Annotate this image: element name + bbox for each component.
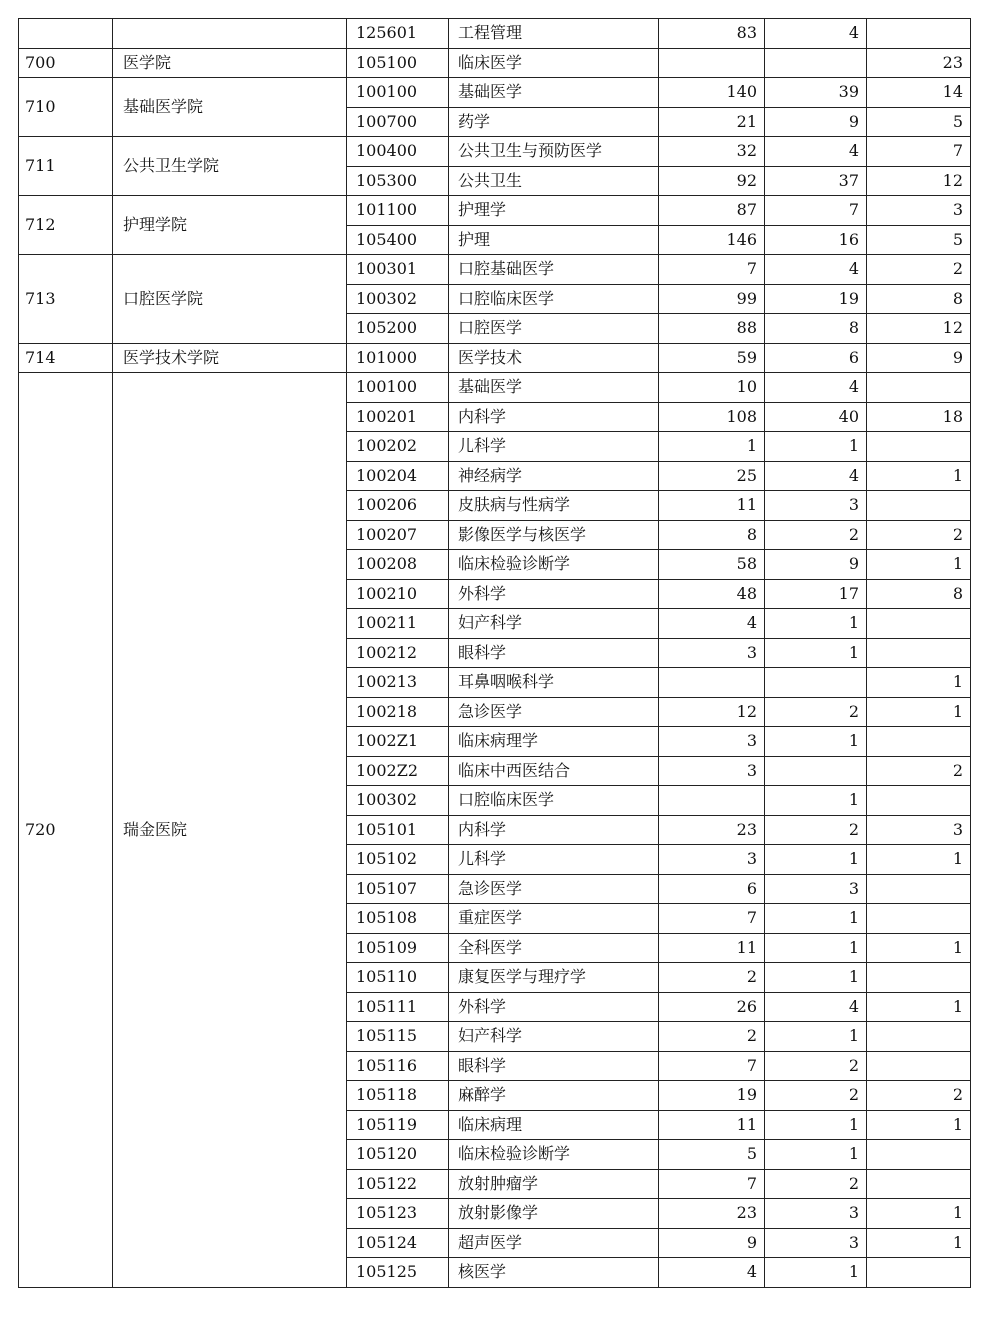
dept-code-cell: 720: [19, 373, 113, 1288]
dept-code-cell: [19, 19, 113, 49]
count-a-cell: 7: [659, 1169, 765, 1199]
major-code-cell: 100700: [347, 107, 449, 137]
major-code-cell: 105107: [347, 874, 449, 904]
major-name-cell: 急诊医学: [449, 874, 659, 904]
count-c-cell: [867, 786, 971, 816]
dept-code-cell: 710: [19, 78, 113, 137]
major-name-cell: 儿科学: [449, 432, 659, 462]
major-name-cell: 公共卫生与预防医学: [449, 137, 659, 167]
major-name-cell: 药学: [449, 107, 659, 137]
major-code-cell: 100302: [347, 786, 449, 816]
major-code-cell: 105108: [347, 904, 449, 934]
count-a-cell: 9: [659, 1228, 765, 1258]
count-b-cell: 4: [765, 137, 867, 167]
count-c-cell: 1: [867, 1110, 971, 1140]
dept-code-cell: 712: [19, 196, 113, 255]
count-b-cell: 16: [765, 225, 867, 255]
count-c-cell: 12: [867, 314, 971, 344]
count-a-cell: 7: [659, 255, 765, 285]
count-b-cell: 7: [765, 196, 867, 226]
count-c-cell: 1: [867, 933, 971, 963]
dept-code-cell: 711: [19, 137, 113, 196]
count-b-cell: 39: [765, 78, 867, 108]
count-b-cell: 19: [765, 284, 867, 314]
count-a-cell: 1: [659, 432, 765, 462]
count-b-cell: 1: [765, 1022, 867, 1052]
count-b-cell: 1: [765, 786, 867, 816]
count-c-cell: 5: [867, 225, 971, 255]
major-code-cell: 101000: [347, 343, 449, 373]
major-name-cell: 护理学: [449, 196, 659, 226]
major-code-cell: 105110: [347, 963, 449, 993]
count-b-cell: 1: [765, 1258, 867, 1288]
major-name-cell: 内科学: [449, 815, 659, 845]
count-c-cell: 8: [867, 579, 971, 609]
count-b-cell: 2: [765, 1081, 867, 1111]
major-name-cell: 麻醉学: [449, 1081, 659, 1111]
major-name-cell: 超声医学: [449, 1228, 659, 1258]
dept-name-cell: 医学院: [113, 48, 347, 78]
major-code-cell: 105123: [347, 1199, 449, 1229]
count-b-cell: 4: [765, 255, 867, 285]
count-c-cell: 1: [867, 461, 971, 491]
count-b-cell: 9: [765, 550, 867, 580]
count-b-cell: 2: [765, 1169, 867, 1199]
major-code-cell: 105200: [347, 314, 449, 344]
count-c-cell: 3: [867, 196, 971, 226]
dept-name-cell: 瑞金医院: [113, 373, 347, 1288]
count-a-cell: 140: [659, 78, 765, 108]
count-a-cell: 87: [659, 196, 765, 226]
major-name-cell: 外科学: [449, 992, 659, 1022]
major-code-cell: 100207: [347, 520, 449, 550]
count-b-cell: 1: [765, 845, 867, 875]
count-a-cell: 8: [659, 520, 765, 550]
major-code-cell: 100201: [347, 402, 449, 432]
count-a-cell: 3: [659, 638, 765, 668]
table-row: [19, 78, 971, 108]
major-name-cell: 康复医学与理疗学: [449, 963, 659, 993]
dept-code-cell: 713: [19, 255, 113, 344]
count-a-cell: 23: [659, 1199, 765, 1229]
count-a-cell: 21: [659, 107, 765, 137]
count-a-cell: 23: [659, 815, 765, 845]
count-c-cell: [867, 727, 971, 757]
major-name-cell: 内科学: [449, 402, 659, 432]
count-b-cell: 4: [765, 461, 867, 491]
count-c-cell: 1: [867, 550, 971, 580]
major-code-cell: 100213: [347, 668, 449, 698]
count-a-cell: 3: [659, 756, 765, 786]
major-name-cell: 放射肿瘤学: [449, 1169, 659, 1199]
count-a-cell: 7: [659, 1051, 765, 1081]
major-name-cell: 临床病理: [449, 1110, 659, 1140]
major-code-cell: 105100: [347, 48, 449, 78]
major-name-cell: 儿科学: [449, 845, 659, 875]
count-b-cell: 3: [765, 1199, 867, 1229]
count-b-cell: [765, 48, 867, 78]
major-name-cell: 口腔临床医学: [449, 786, 659, 816]
major-name-cell: 皮肤病与性病学: [449, 491, 659, 521]
major-name-cell: 急诊医学: [449, 697, 659, 727]
major-code-cell: 100211: [347, 609, 449, 639]
count-a-cell: 2: [659, 1022, 765, 1052]
count-c-cell: [867, 963, 971, 993]
count-b-cell: [765, 668, 867, 698]
admissions-table: [18, 18, 971, 1288]
major-name-cell: 口腔基础医学: [449, 255, 659, 285]
count-a-cell: 3: [659, 727, 765, 757]
major-name-cell: 耳鼻咽喉科学: [449, 668, 659, 698]
count-a-cell: 32: [659, 137, 765, 167]
major-code-cell: 105101: [347, 815, 449, 845]
count-b-cell: [765, 756, 867, 786]
major-code-cell: 105300: [347, 166, 449, 196]
count-a-cell: 92: [659, 166, 765, 196]
count-b-cell: 1: [765, 727, 867, 757]
count-a-cell: [659, 786, 765, 816]
count-c-cell: [867, 1022, 971, 1052]
major-name-cell: 基础医学: [449, 373, 659, 403]
table-row: [19, 343, 971, 373]
count-c-cell: 23: [867, 48, 971, 78]
major-name-cell: 工程管理: [449, 19, 659, 49]
major-code-cell: 100206: [347, 491, 449, 521]
table-body: [19, 19, 971, 1288]
count-c-cell: 12: [867, 166, 971, 196]
major-name-cell: 临床病理学: [449, 727, 659, 757]
count-b-cell: 1: [765, 1140, 867, 1170]
major-code-cell: 105118: [347, 1081, 449, 1111]
major-code-cell: 1002Z2: [347, 756, 449, 786]
major-code-cell: 100218: [347, 697, 449, 727]
count-a-cell: 88: [659, 314, 765, 344]
count-b-cell: 8: [765, 314, 867, 344]
dept-name-cell: 基础医学院: [113, 78, 347, 137]
major-name-cell: 护理: [449, 225, 659, 255]
count-b-cell: 4: [765, 992, 867, 1022]
count-b-cell: 2: [765, 520, 867, 550]
major-name-cell: 临床中西医结合: [449, 756, 659, 786]
major-name-cell: 妇产科学: [449, 609, 659, 639]
major-code-cell: 105115: [347, 1022, 449, 1052]
table-row: [19, 48, 971, 78]
count-a-cell: 146: [659, 225, 765, 255]
count-a-cell: [659, 668, 765, 698]
count-c-cell: 7: [867, 137, 971, 167]
count-a-cell: 11: [659, 933, 765, 963]
major-code-cell: 105109: [347, 933, 449, 963]
major-name-cell: 医学技术: [449, 343, 659, 373]
count-a-cell: 58: [659, 550, 765, 580]
major-name-cell: 核医学: [449, 1258, 659, 1288]
count-c-cell: [867, 491, 971, 521]
major-name-cell: 公共卫生: [449, 166, 659, 196]
major-name-cell: 眼科学: [449, 638, 659, 668]
dept-name-cell: [113, 19, 347, 49]
count-c-cell: 1: [867, 992, 971, 1022]
count-b-cell: 4: [765, 19, 867, 49]
count-a-cell: 83: [659, 19, 765, 49]
count-c-cell: [867, 373, 971, 403]
count-b-cell: 37: [765, 166, 867, 196]
major-name-cell: 重症医学: [449, 904, 659, 934]
dept-code-cell: 700: [19, 48, 113, 78]
major-code-cell: 100208: [347, 550, 449, 580]
table-row: [19, 255, 971, 285]
count-b-cell: 17: [765, 579, 867, 609]
count-b-cell: 9: [765, 107, 867, 137]
count-a-cell: 11: [659, 1110, 765, 1140]
count-b-cell: 2: [765, 697, 867, 727]
major-code-cell: 105400: [347, 225, 449, 255]
major-code-cell: 100204: [347, 461, 449, 491]
count-b-cell: 6: [765, 343, 867, 373]
count-c-cell: 8: [867, 284, 971, 314]
count-b-cell: 3: [765, 1228, 867, 1258]
count-c-cell: [867, 1140, 971, 1170]
major-name-cell: 临床检验诊断学: [449, 550, 659, 580]
count-a-cell: 99: [659, 284, 765, 314]
count-c-cell: 2: [867, 255, 971, 285]
count-c-cell: 9: [867, 343, 971, 373]
dept-code-cell: 714: [19, 343, 113, 373]
dept-name-cell: 公共卫生学院: [113, 137, 347, 196]
count-a-cell: 12: [659, 697, 765, 727]
major-code-cell: 101100: [347, 196, 449, 226]
table-row: [19, 373, 971, 403]
count-c-cell: 2: [867, 1081, 971, 1111]
major-code-cell: 100100: [347, 373, 449, 403]
count-c-cell: [867, 609, 971, 639]
major-code-cell: 105124: [347, 1228, 449, 1258]
major-name-cell: 妇产科学: [449, 1022, 659, 1052]
count-b-cell: 40: [765, 402, 867, 432]
count-c-cell: 1: [867, 1228, 971, 1258]
count-c-cell: [867, 638, 971, 668]
count-c-cell: 1: [867, 668, 971, 698]
major-code-cell: 100100: [347, 78, 449, 108]
count-c-cell: 3: [867, 815, 971, 845]
count-b-cell: 2: [765, 815, 867, 845]
count-c-cell: 1: [867, 1199, 971, 1229]
count-b-cell: 1: [765, 1110, 867, 1140]
count-c-cell: [867, 1051, 971, 1081]
count-a-cell: 2: [659, 963, 765, 993]
count-b-cell: 3: [765, 874, 867, 904]
major-code-cell: 105122: [347, 1169, 449, 1199]
count-a-cell: 6: [659, 874, 765, 904]
table-row: [19, 19, 971, 49]
major-code-cell: 105125: [347, 1258, 449, 1288]
major-code-cell: 105102: [347, 845, 449, 875]
major-code-cell: 105111: [347, 992, 449, 1022]
major-code-cell: 1002Z1: [347, 727, 449, 757]
major-name-cell: 基础医学: [449, 78, 659, 108]
major-code-cell: 105119: [347, 1110, 449, 1140]
count-c-cell: [867, 1258, 971, 1288]
count-c-cell: [867, 904, 971, 934]
table-row: [19, 196, 971, 226]
major-name-cell: 全科医学: [449, 933, 659, 963]
count-a-cell: 19: [659, 1081, 765, 1111]
major-name-cell: 放射影像学: [449, 1199, 659, 1229]
dept-name-cell: 护理学院: [113, 196, 347, 255]
count-a-cell: 59: [659, 343, 765, 373]
table-row: [19, 137, 971, 167]
major-name-cell: 眼科学: [449, 1051, 659, 1081]
major-code-cell: 100210: [347, 579, 449, 609]
major-code-cell: 125601: [347, 19, 449, 49]
count-c-cell: 1: [867, 845, 971, 875]
dept-name-cell: 医学技术学院: [113, 343, 347, 373]
count-c-cell: 18: [867, 402, 971, 432]
major-code-cell: 100202: [347, 432, 449, 462]
count-c-cell: 1: [867, 697, 971, 727]
dept-name-cell: 口腔医学院: [113, 255, 347, 344]
count-c-cell: 2: [867, 520, 971, 550]
count-c-cell: [867, 432, 971, 462]
count-a-cell: 48: [659, 579, 765, 609]
count-c-cell: 14: [867, 78, 971, 108]
count-c-cell: [867, 19, 971, 49]
major-code-cell: 100302: [347, 284, 449, 314]
count-b-cell: 1: [765, 933, 867, 963]
count-b-cell: 1: [765, 609, 867, 639]
major-name-cell: 临床医学: [449, 48, 659, 78]
count-a-cell: 11: [659, 491, 765, 521]
count-a-cell: 26: [659, 992, 765, 1022]
major-code-cell: 105116: [347, 1051, 449, 1081]
major-name-cell: 神经病学: [449, 461, 659, 491]
count-a-cell: 108: [659, 402, 765, 432]
count-c-cell: [867, 874, 971, 904]
count-a-cell: 3: [659, 845, 765, 875]
major-code-cell: 100400: [347, 137, 449, 167]
major-code-cell: 100212: [347, 638, 449, 668]
major-name-cell: 口腔临床医学: [449, 284, 659, 314]
count-c-cell: 2: [867, 756, 971, 786]
major-name-cell: 影像医学与核医学: [449, 520, 659, 550]
major-code-cell: 105120: [347, 1140, 449, 1170]
count-c-cell: 5: [867, 107, 971, 137]
count-b-cell: 3: [765, 491, 867, 521]
count-b-cell: 2: [765, 1051, 867, 1081]
count-a-cell: 10: [659, 373, 765, 403]
count-b-cell: 1: [765, 638, 867, 668]
count-b-cell: 1: [765, 963, 867, 993]
count-a-cell: [659, 48, 765, 78]
major-name-cell: 临床检验诊断学: [449, 1140, 659, 1170]
count-b-cell: 4: [765, 373, 867, 403]
major-name-cell: 口腔医学: [449, 314, 659, 344]
count-a-cell: 4: [659, 609, 765, 639]
count-a-cell: 7: [659, 904, 765, 934]
count-b-cell: 1: [765, 904, 867, 934]
major-code-cell: 100301: [347, 255, 449, 285]
count-a-cell: 5: [659, 1140, 765, 1170]
count-a-cell: 4: [659, 1258, 765, 1288]
major-name-cell: 外科学: [449, 579, 659, 609]
count-c-cell: [867, 1169, 971, 1199]
count-a-cell: 25: [659, 461, 765, 491]
count-b-cell: 1: [765, 432, 867, 462]
